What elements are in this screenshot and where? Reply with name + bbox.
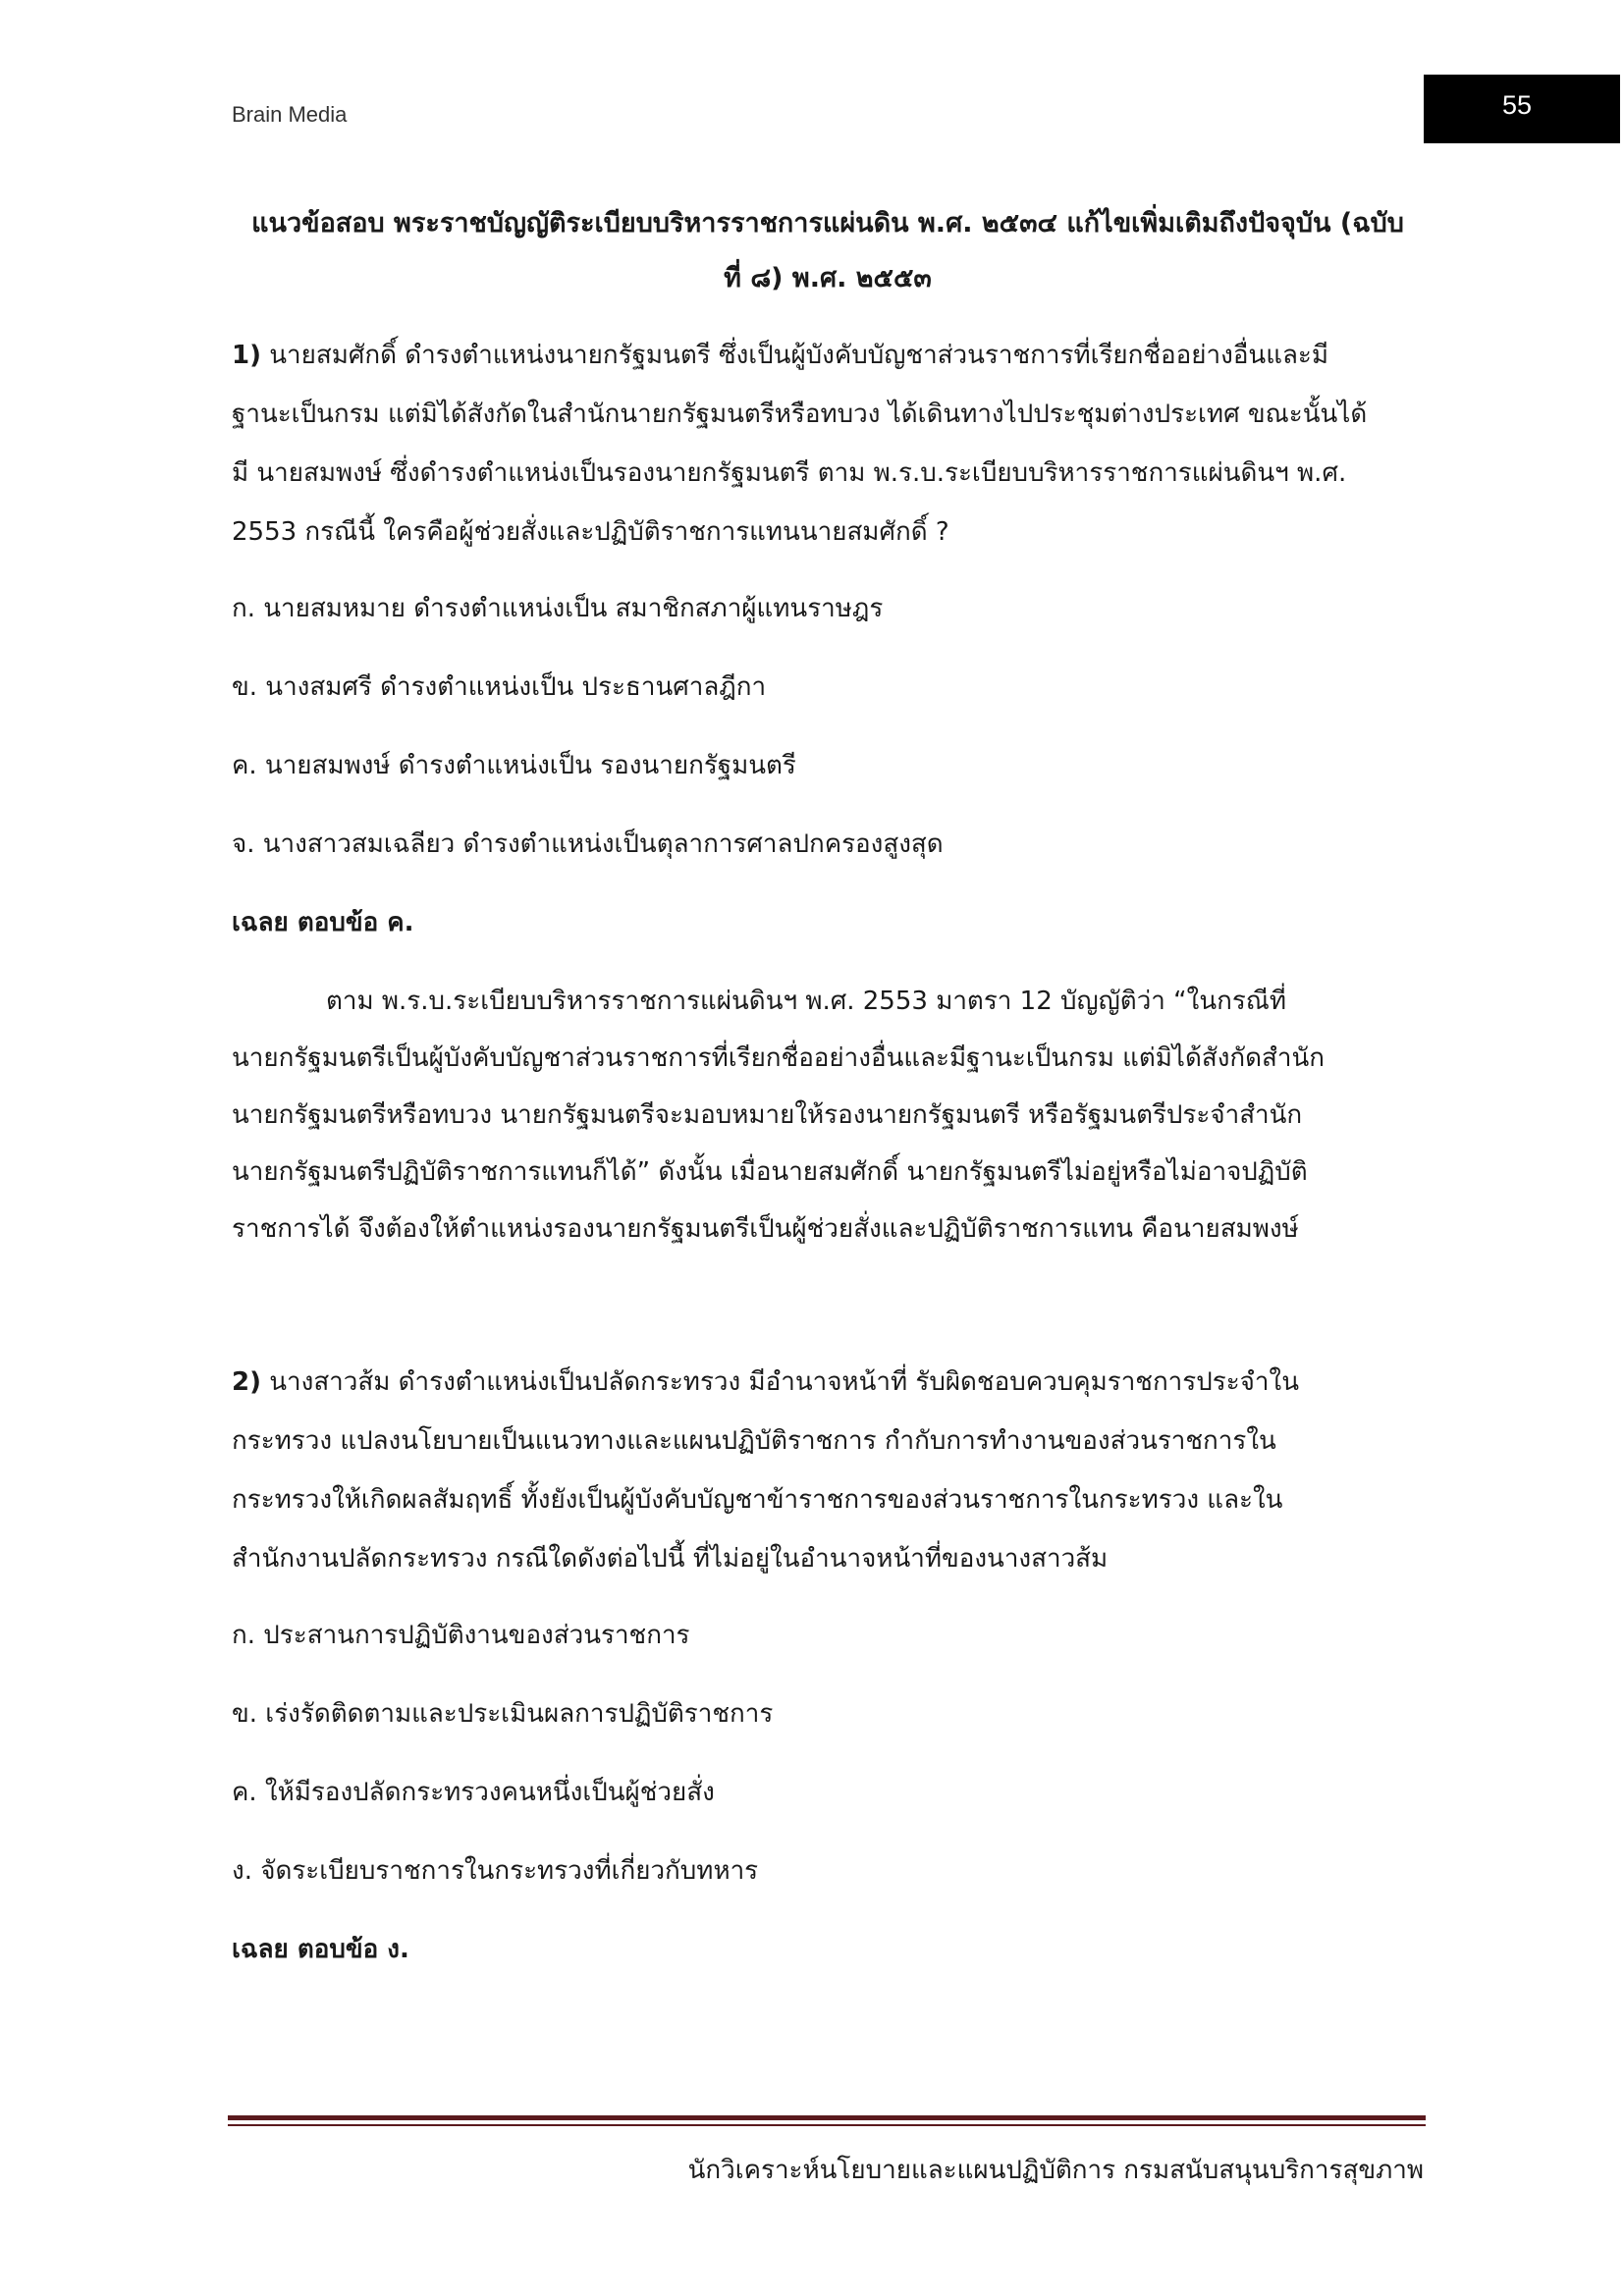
footer-text: นักวิเคราะห์นโยบายและแผนปฏิบัติการ กรมสนับสนุนบริการสุขภาพ [687,2156,1424,2185]
brand-name: Brain Media [232,102,348,127]
document-title [232,196,1424,306]
page-number-box [1424,75,1620,143]
q2-choice-d: ง. จัดระเบียบราชการในกระทรวงที่เกี่ยวกับทหาร [232,1856,759,1886]
footer-divider-thin [228,2124,1426,2126]
q1-explanation-4: นายกรัฐมนตรีปฏิบัติราชการแทนก็ได้” ดังนั้น เมื่อนายสมศักดิ์ นายกรัฐมนตรีไม่อยู่หรือไม่อาจปฏิบัติ [232,1157,1308,1187]
q2-text-1: นางสาวส้ม ดำรงตำแหน่งเป็นปลัดกระทรวง มีอำนาจหน้าที่ รับผิดชอบควบคุมราชการประจำใน [260,1367,1299,1397]
q2-line-4: สำนักงานปลัดกระทรวง กรณีใดดังต่อไปนี้ ที่ไม่อยู่ในอำนาจหน้าที่ของนางสาวส้ม [232,1544,1109,1574]
q1-choice-b: ข. นางสมศรี ดำรงตำแหน่งเป็น ประธานศาลฎีกา [232,672,767,702]
page-number: 55 [1502,90,1533,120]
q1-answer: เฉลย ตอบข้อ ค. [232,908,414,937]
footer-divider [228,2115,1426,2120]
q1-line-4: 2553 กรณีนี้ ใครคือผู้ช่วยสั่งและปฏิบัติราชการแทนนายสมศักดิ์ ? [232,517,949,547]
q2-choice-a: ก. ประสานการปฏิบัติงานของส่วนราชการ [232,1621,690,1650]
q2-number: 2) [232,1367,261,1397]
q1-explanation-3: นายกรัฐมนตรีหรือทบวง นายกรัฐมนตรีจะมอบหมายให้รองนายกรัฐมนตรี หรือรัฐมนตรีประจำสำนัก [232,1100,1303,1130]
q1-choice-a: ก. นายสมหมาย ดำรงตำแหน่งเป็น สมาชิกสภาผู้แทนราษฎร [232,594,884,623]
q2-line-2: กระทรวง แปลงนโยบายเป็นแนวทางและแผนปฏิบัติราชการ กำกับการทำงานของส่วนราชการใน [232,1426,1276,1456]
title-line-1: แนวข้อสอบ พระราชบัญญัติระเบียบบริหารราชการแผ่นดิน พ.ศ. ๒๕๓๔ แก้ไขเพิ่มเติมถึงปัจจุบัน (ฉบับ [251,208,1404,239]
q1-explanation-5: ราชการได้ จึงต้องให้ตำแหน่งรองนายกรัฐมนตรีเป็นผู้ช่วยสั่งและปฏิบัติราชการแทน คือนายสมพงษ์ [232,1214,1299,1244]
q1-line-2: ฐานะเป็นกรม แต่มิได้สังกัดในสำนักนายกรัฐมนตรีหรือทบวง ได้เดินทางไปประชุมต่างประเทศ ขณะนั้นได้ [232,400,1368,429]
q1-line-1 [232,336,1328,375]
q1-number: 1) [232,341,261,370]
q1-text-1: นายสมศักดิ์ ดำรงตำแหน่งนายกรัฐมนตรี ซึ่งเป็นผู้บังคับบัญชาส่วนราชการที่เรียกชื่ออย่างอื่นและมี [260,341,1328,370]
q2-choice-b: ข. เร่งรัดติดตามและประเมินผลการปฏิบัติราชการ [232,1699,774,1729]
q2-line-3: กระทรวงให้เกิดผลสัมฤทธิ์ ทั้งยังเป็นผู้บังคับบัญชาข้าราชการของส่วนราชการในกระทรวง และใน [232,1485,1283,1515]
q1-choice-c: ค. นายสมพงษ์ ดำรงตำแหน่งเป็น รองนายกรัฐมนตรี [232,751,796,780]
q1-line-3: มี นายสมพงษ์ ซึ่งดำรงตำแหน่งเป็นรองนายกรัฐมนตรี ตาม พ.ร.บ.ระเบียบบริหารราชการแผ่นดินฯ พ.ศ. [232,458,1347,488]
title-line-2: ที่ ๘) พ.ศ. ๒๕๕๓ [724,263,932,294]
q1-explanation-2: นายกรัฐมนตรีเป็นผู้บังคับบัญชาส่วนราชการที่เรียกชื่ออย่างอื่นและมีฐานะเป็นกรม แต่มิได้สังกัดสำนัก [232,1043,1326,1073]
q2-line-1 [232,1362,1299,1402]
q2-answer: เฉลย ตอบข้อ ง. [232,1935,409,1964]
q1-choice-d: จ. นางสาวสมเฉลียว ดำรงตำแหน่งเป็นตุลาการศาลปกครองสูงสุด [232,829,944,859]
q1-explanation-1: ตาม พ.ร.บ.ระเบียบบริหารราชการแผ่นดินฯ พ.ศ. 2553 มาตรา 12 บัญญัติว่า “ในกรณีที่ [326,987,1287,1016]
q2-choice-c: ค. ให้มีรองปลัดกระทรวงคนหนึ่งเป็นผู้ช่วยสั่ง [232,1778,715,1807]
